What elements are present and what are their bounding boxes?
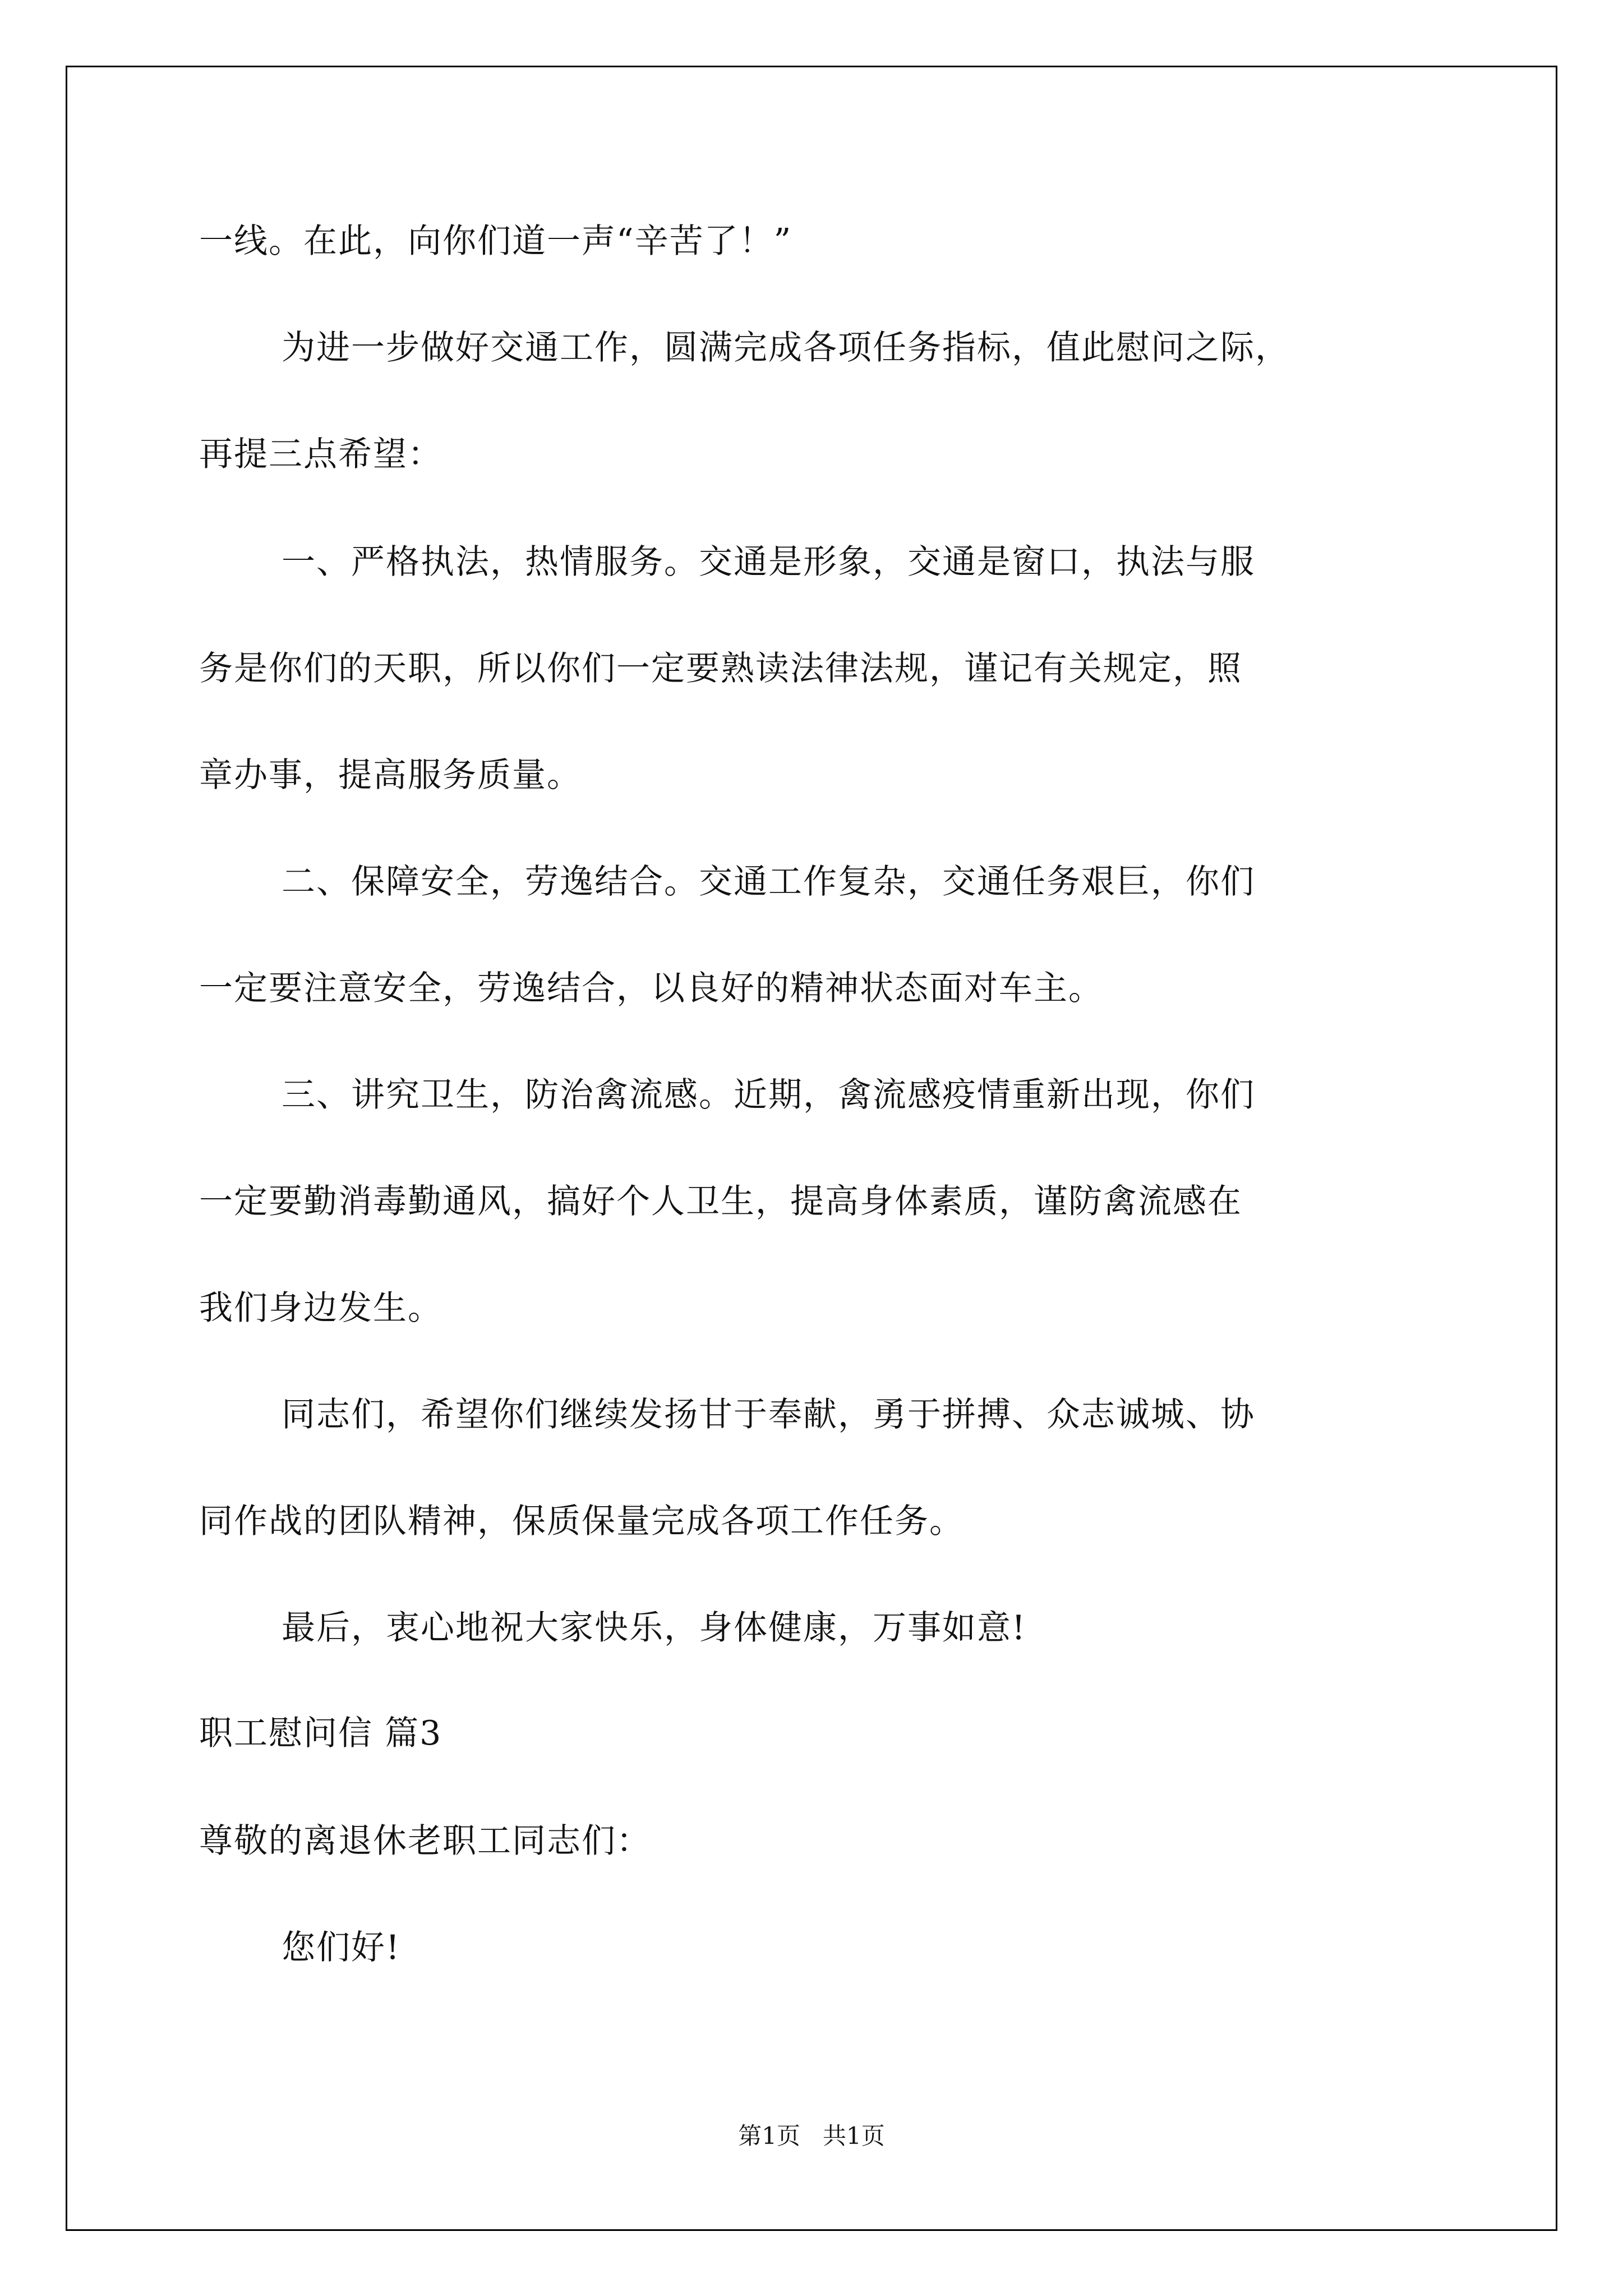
body-line-12: 同志们，希望你们继续发扬甘于奉献，勇于拼搏、众志诚城、协 bbox=[282, 1395, 1255, 1434]
body-line-2: 为进一步做好交通工作，圆满完成各项任务指标，值此慰问之际， bbox=[282, 328, 1290, 367]
body-line-6: 章办事，提高服务质量。 bbox=[199, 756, 582, 795]
body-line-5: 务是你们的天职，所以你们一定要熟读法律法规，谨记有关规定，照 bbox=[199, 649, 1242, 688]
section-heading: 职工慰问信 篇3 bbox=[199, 1714, 442, 1753]
body-line-3: 再提三点希望： bbox=[199, 435, 442, 474]
page-number: 第1页 共1页 bbox=[738, 2122, 885, 2150]
body-line-11: 我们身边发生。 bbox=[199, 1289, 442, 1328]
body-line-13: 同作战的团队精神，保质保量完成各项工作任务。 bbox=[199, 1502, 964, 1541]
body-line-9: 三、讲究卫生，防治禽流感。近期，禽流感疫情重新出现，你们 bbox=[282, 1075, 1255, 1115]
page-frame bbox=[66, 66, 1557, 2231]
body-line-8: 一定要注意安全，劳逸结合，以良好的精神状态面对车主。 bbox=[199, 969, 1103, 1008]
body-line-1: 一线。在此，向你们道一声“辛苦了！” bbox=[199, 222, 792, 261]
salutation: 尊敬的离退休老职工同志们： bbox=[199, 1821, 651, 1861]
body-line-4: 一、严格执法，热情服务。交通是形象，交通是窗口，执法与服 bbox=[282, 542, 1255, 582]
body-line-7: 二、保障安全，劳逸结合。交通工作复杂，交通任务艰巨，你们 bbox=[282, 862, 1255, 901]
greeting: 您们好! bbox=[282, 1928, 401, 1967]
body-line-14: 最后，衷心地祝大家快乐，身体健康，万事如意! bbox=[282, 1608, 1027, 1648]
body-line-10: 一定要勤消毒勤通风，搞好个人卫生，提高身体素质，谨防禽流感在 bbox=[199, 1182, 1242, 1221]
